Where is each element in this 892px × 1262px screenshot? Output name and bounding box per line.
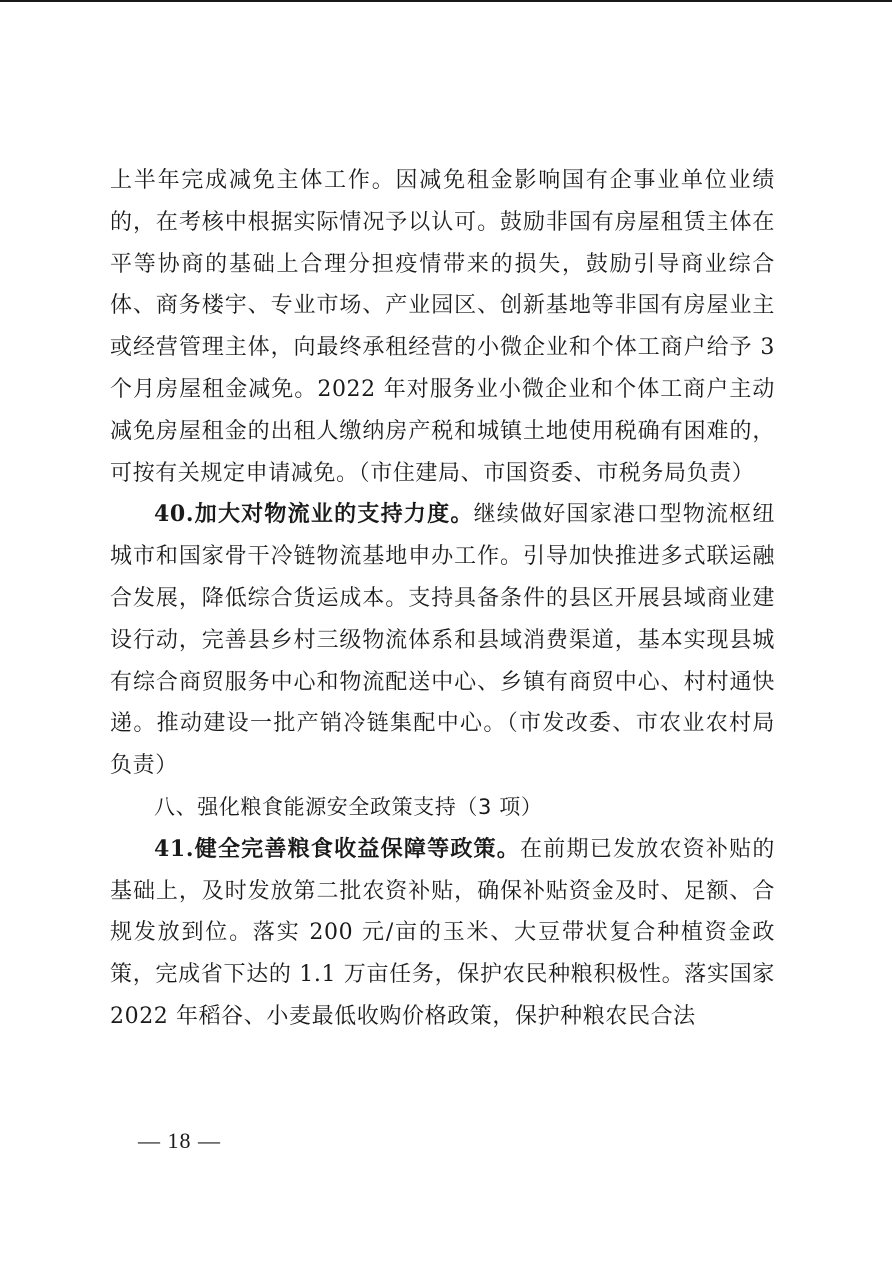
section-8-heading: 八、强化粮食能源安全政策支持（3 项） bbox=[154, 794, 543, 819]
item-41-title: 健全完善粮食收益保障等政策。 bbox=[194, 835, 521, 862]
item-41-paragraph bbox=[110, 829, 775, 1038]
item-40-number: 40. bbox=[154, 501, 195, 528]
document-body bbox=[110, 160, 775, 1038]
page-number: — 18 — bbox=[138, 1128, 221, 1153]
item-41-number: 41. bbox=[154, 835, 195, 862]
item-41-body: 在前期已发放农资补贴的基础上，及时发放第二批农资补贴，确保补贴资金及时、足额、合规发放到位。落实 200 元/亩的玉米、大豆带状复合种植资金政策，完成省下达的 1.1 万亩任务，保护农民种粮积极性。落实国家 2022 年稻谷、小麦最低收购价格政策，保护种粮农民合法 bbox=[110, 836, 775, 1029]
item-40-body: 继续做好国家港口型物流枢纽城市和国家骨干冷链物流基地申办工作。引导加快推进多式联运融合发展，降低综合货运成本。支持具备条件的县区开展县域商业建设行动，完善县乡村三级物流体系和县域消费渠道，基本实现县城有综合商贸服务中心和物流配送中心、乡镇有商贸中心、村村通快递。推动建设一批产销冷链集配中心。（市发改委、市农业农村局负责） bbox=[110, 502, 775, 779]
item-40-paragraph bbox=[110, 494, 775, 787]
item-40-title: 加大对物流业的支持力度。 bbox=[194, 501, 474, 528]
paragraph-rent-reduction: 上半年完成减免主体工作。因减免租金影响国有企事业单位业绩的，在考核中根据实际情况予以认可。鼓励非国有房屋租赁主体在平等协商的基础上合理分担疫情带来的损失，鼓励引导商业综合体、商务楼宇、专业市场、产业园区、创新基地等非国有房屋业主或经营管理主体，向最终承租经营的小微企业和个体工商户给予 3 个月房屋租金减免。2022 年对服务业小微企业和个体工商户主动减免房屋租金的出租人缴纳房产税和城镇土地使用税确有困难的，可按有关规定申请减免。（市住建局、市国资委、市税务局负责） bbox=[110, 168, 775, 486]
top-border-line bbox=[0, 0, 892, 2]
